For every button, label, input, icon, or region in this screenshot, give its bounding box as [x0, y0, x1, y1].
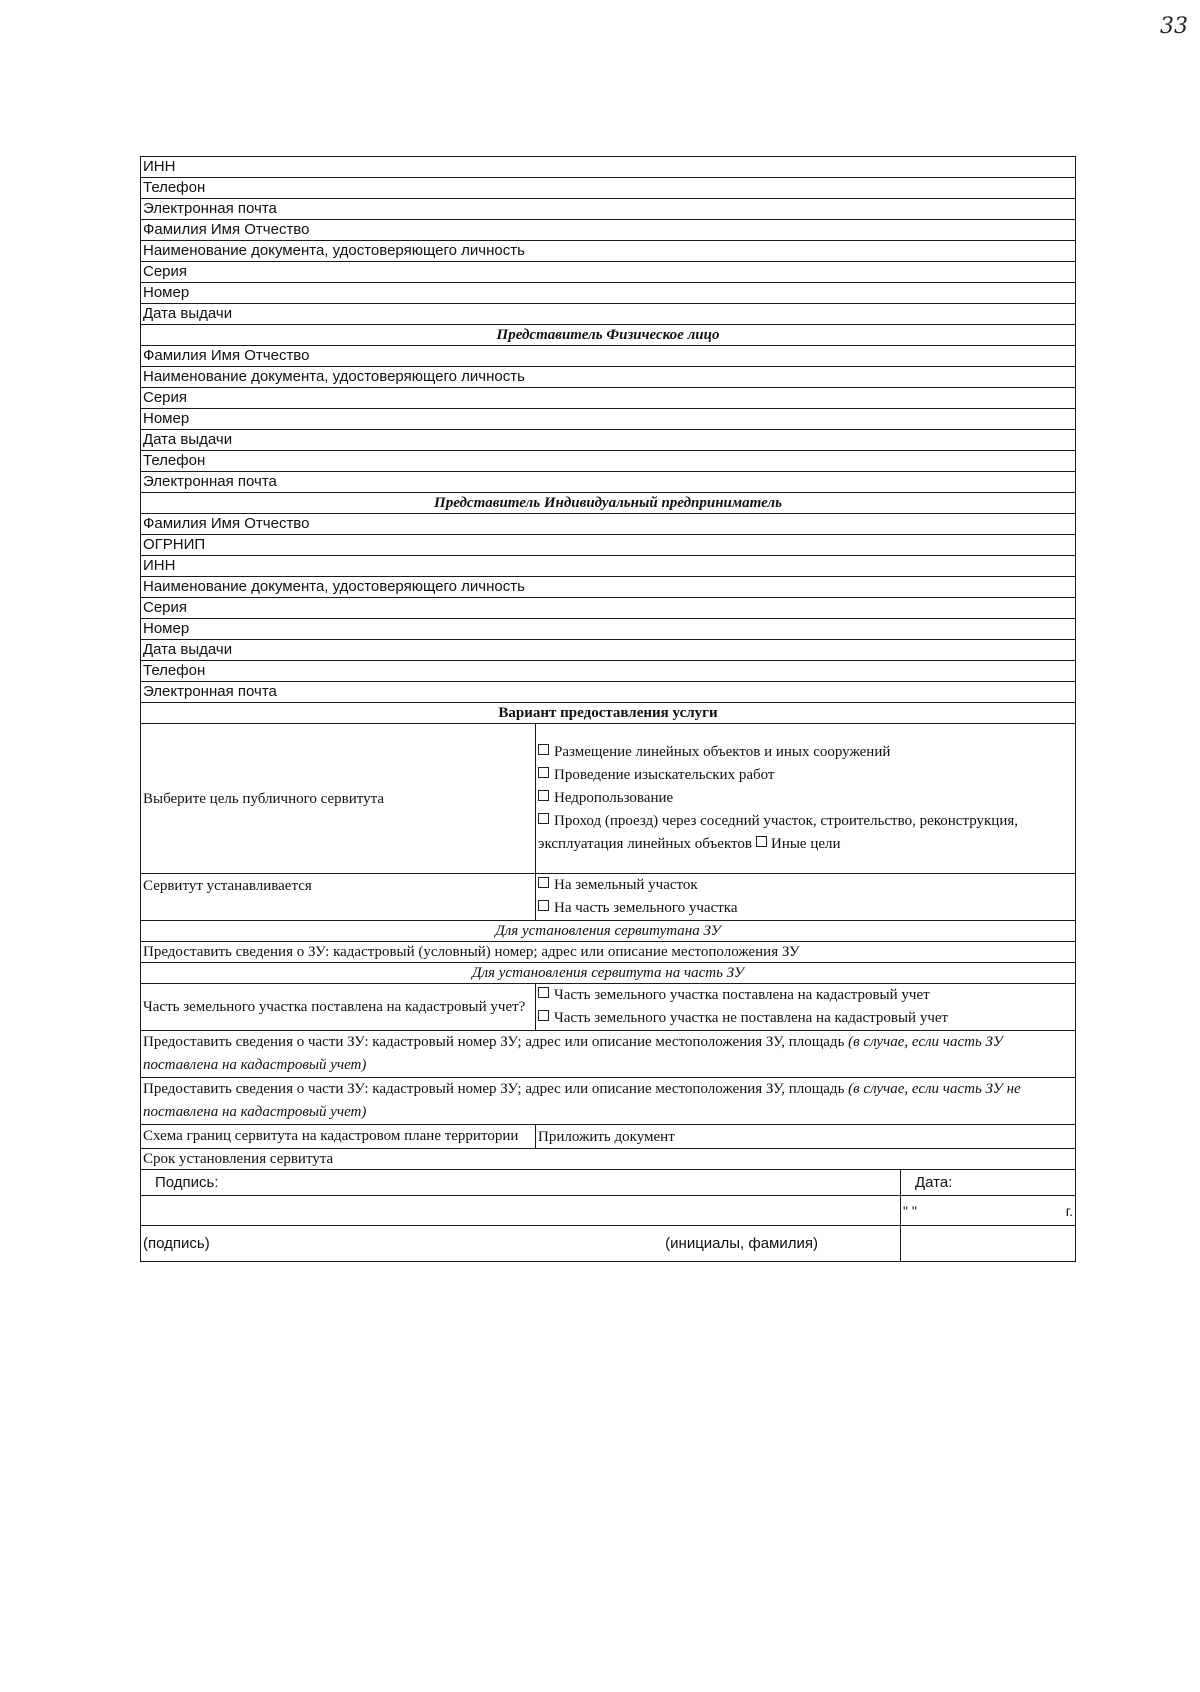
checkbox-icon[interactable] — [538, 744, 549, 755]
form-row — [141, 472, 1076, 493]
field-label[interactable]: Фамилия Имя Отчество — [141, 514, 1076, 535]
name-caption: (инициалы, фамилия) — [665, 1234, 818, 1252]
part-question: Часть земельного участка поставлена на кадастровый учет? — [141, 984, 536, 1031]
purpose-option[interactable]: Проведение изыскательских работ — [538, 764, 1073, 787]
form-row — [141, 199, 1076, 220]
form-row — [141, 640, 1076, 661]
field-label[interactable]: Наименование документа, удостоверяющего личность — [141, 577, 1076, 598]
form-row — [141, 346, 1076, 367]
person-rows — [141, 346, 1076, 493]
form-row — [141, 262, 1076, 283]
signature-captions — [141, 1226, 901, 1262]
checkbox-icon[interactable] — [538, 987, 549, 998]
organization-section — [141, 157, 1076, 325]
field-label[interactable]: Дата выдачи — [141, 430, 1076, 451]
signature-section — [141, 1170, 1076, 1262]
established-label: Сервитут устанавливается — [141, 874, 536, 921]
field-label[interactable]: ИНН — [141, 157, 1076, 178]
field-label[interactable]: Телефон — [141, 661, 1076, 682]
date-field[interactable] — [901, 1196, 1076, 1226]
field-label[interactable]: Серия — [141, 388, 1076, 409]
purpose-option[interactable]: Проход (проезд) через соседний участок, строительство, реконструкция, эксплуатация линейных объектов Иные цели — [538, 813, 1018, 852]
field-label[interactable]: Номер — [141, 619, 1076, 640]
checkbox-icon[interactable] — [538, 790, 549, 801]
signature-label-cell — [141, 1170, 901, 1196]
for-part-header: Для установления сервитута на часть ЗУ — [141, 963, 1076, 984]
checkbox-icon[interactable] — [538, 813, 549, 824]
part-options — [536, 984, 1076, 1031]
date-label-cell — [901, 1170, 1076, 1196]
form-row — [141, 598, 1076, 619]
section-title-ip: Представитель Индивидуальный предприниматель — [141, 493, 1076, 514]
purpose-label: Выберите цель публичного сервитута — [141, 724, 536, 874]
field-label[interactable]: Телефон — [141, 178, 1076, 199]
section-title-person: Представитель Физическое лицо — [141, 325, 1076, 346]
checkbox-icon[interactable] — [756, 836, 767, 847]
field-label[interactable]: ИНН — [141, 556, 1076, 577]
date-empty-cell — [901, 1226, 1076, 1262]
form-row — [141, 220, 1076, 241]
checkbox-icon[interactable] — [538, 877, 549, 888]
established-option[interactable]: На часть земельного участка — [538, 897, 1073, 920]
year-suffix: г. — [1065, 1202, 1073, 1219]
signature-field[interactable] — [141, 1196, 901, 1226]
field-label[interactable]: Серия — [141, 598, 1076, 619]
date-quotes: " " — [903, 1202, 917, 1219]
form-row — [141, 241, 1076, 262]
form-row — [141, 304, 1076, 325]
form-row — [141, 157, 1076, 178]
form-row — [141, 514, 1076, 535]
application-form — [140, 156, 1075, 1262]
form-row — [141, 556, 1076, 577]
form-row — [141, 367, 1076, 388]
field-label[interactable]: Электронная почта — [141, 199, 1076, 220]
representative-ip-section — [141, 493, 1076, 514]
field-label[interactable]: Наименование документа, удостоверяющего личность — [141, 367, 1076, 388]
part-info-registered: Предоставить сведения о части ЗУ: кадастровый номер ЗУ; адрес или описание местоположения ЗУ, площадь (в случае, если часть ЗУ поставлена на кадастровый учет) — [141, 1031, 1076, 1078]
field-label[interactable]: Электронная почта — [141, 682, 1076, 703]
established-option[interactable]: На земельный участок — [538, 874, 1073, 897]
checkbox-icon[interactable] — [538, 900, 549, 911]
form-row — [141, 451, 1076, 472]
form-row — [141, 682, 1076, 703]
form-row — [141, 178, 1076, 199]
form-row — [141, 388, 1076, 409]
representative-person-section — [141, 325, 1076, 346]
field-label[interactable]: Серия — [141, 262, 1076, 283]
field-label[interactable]: Номер — [141, 409, 1076, 430]
part-option[interactable]: Часть земельного участка поставлена на кадастровый учет — [538, 984, 1073, 1007]
service-title: Вариант предоставления услуги — [141, 703, 1076, 724]
part-info-unregistered: Предоставить сведения о части ЗУ: кадастровый номер ЗУ; адрес или описание местоположения ЗУ, площадь (в случае, если часть ЗУ не поставлена на кадастровый учет) — [141, 1078, 1076, 1125]
form-row — [141, 577, 1076, 598]
scheme-label: Схема границ сервитута на кадастровом плане территории — [141, 1125, 536, 1149]
sign-caption: (подпись) — [143, 1234, 210, 1252]
field-label[interactable]: Дата выдачи — [141, 640, 1076, 661]
form-row — [141, 409, 1076, 430]
checkbox-icon[interactable] — [538, 767, 549, 778]
field-label[interactable]: Наименование документа, удостоверяющего личность — [141, 241, 1076, 262]
form-row — [141, 283, 1076, 304]
part-option[interactable]: Часть земельного участка не поставлена на кадастровый учет — [538, 1007, 1073, 1030]
ip-rows — [141, 514, 1076, 703]
attach-document-link[interactable]: Приложить документ — [536, 1125, 1076, 1149]
form-row — [141, 535, 1076, 556]
purpose-options — [536, 724, 1076, 874]
checkbox-icon[interactable] — [538, 1010, 549, 1021]
field-label[interactable]: Номер — [141, 283, 1076, 304]
field-label[interactable]: Дата выдачи — [141, 304, 1076, 325]
date-label: Дата: — [915, 1173, 953, 1191]
service-section — [141, 703, 1076, 1170]
purpose-option[interactable]: Размещение линейных объектов и иных сооружений — [538, 741, 1073, 764]
purpose-option[interactable]: Недропользование — [538, 787, 1073, 810]
for-land-header: Для установления сервитутана ЗУ — [141, 921, 1076, 942]
established-options — [536, 874, 1076, 921]
form-row — [141, 430, 1076, 451]
form-row — [141, 619, 1076, 640]
form-row — [141, 661, 1076, 682]
field-label[interactable]: Фамилия Имя Отчество — [141, 220, 1076, 241]
for-land-text: Предоставить сведения о ЗУ: кадастровый (условный) номер; адрес или описание местоположения ЗУ — [141, 942, 1076, 963]
field-label[interactable]: Телефон — [141, 451, 1076, 472]
form-table — [140, 156, 1076, 1262]
field-label[interactable]: Электронная почта — [141, 472, 1076, 493]
field-label[interactable]: ОГРНИП — [141, 535, 1076, 556]
field-label[interactable]: Фамилия Имя Отчество — [141, 346, 1076, 367]
page-number-mark: 33 — [1160, 14, 1188, 39]
signature-label: Подпись: — [155, 1173, 219, 1191]
term-label: Срок установления сервитута — [141, 1149, 1076, 1170]
